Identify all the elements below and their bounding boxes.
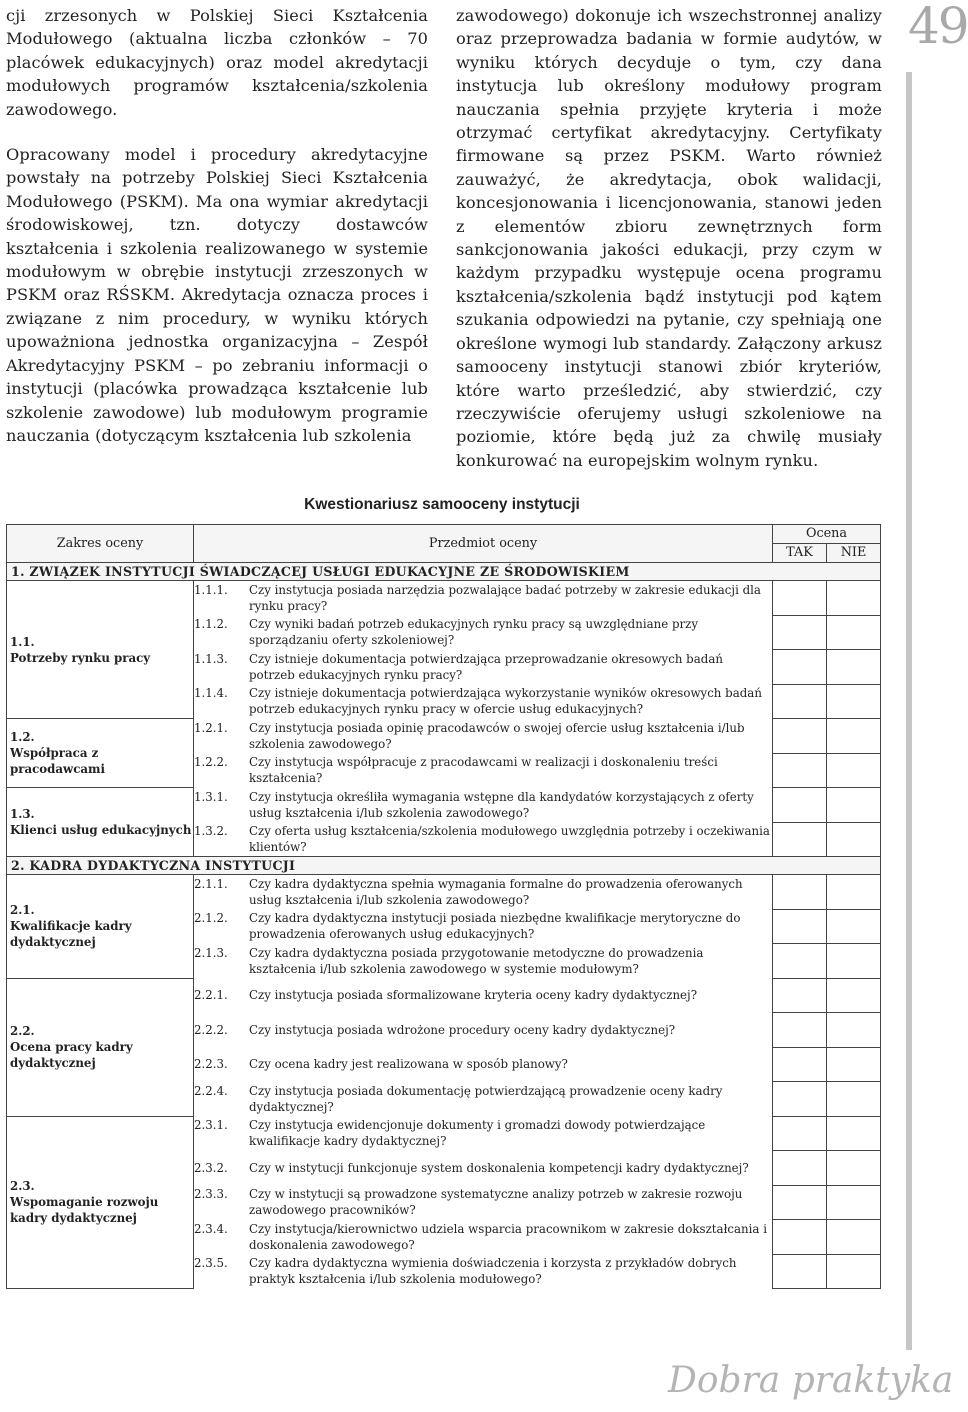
criterion-text: Czy instytucja posiada opinię pracodawców o swojej ofercie usług kształcenia i/lub szkolenia zawodowego? (249, 720, 745, 751)
criterion-number: 1.1.3. (194, 651, 228, 666)
questionnaire-table (6, 524, 881, 1289)
questionnaire-title: Kwestionariusz samooceny instytucji (304, 496, 580, 513)
criterion-number: 2.1.3. (194, 945, 228, 960)
header-scope: Zakres oceny (7, 525, 194, 563)
table-row (7, 581, 881, 616)
criterion-text: Czy w instytucji funkcjonuje system doskonalenia kompetencji kadry dydaktycznej? (249, 1160, 749, 1175)
criterion-cell (194, 650, 773, 685)
criterion-cell (194, 1082, 773, 1117)
answer-yes-cell[interactable] (773, 615, 827, 650)
scope-area (7, 875, 194, 979)
criterion-number: 1.2.2. (194, 755, 228, 770)
criterion-number: 2.3.2. (194, 1160, 228, 1175)
criterion-cell (194, 1220, 773, 1255)
criterion-text: Czy kadra dydaktyczna posiada przygotowanie metodyczne do prowadzenia kształcenia i/lub szkolenia zawodowego w systemie modułowym? (249, 945, 704, 976)
criterion-number: 1.3.1. (194, 789, 228, 804)
answer-no-cell[interactable] (827, 1082, 881, 1117)
answer-yes-cell[interactable] (773, 753, 827, 788)
answer-no-cell[interactable] (827, 581, 881, 616)
criterion-number: 2.2.3. (194, 1057, 228, 1072)
answer-no-cell[interactable] (827, 822, 881, 857)
header-rating: Ocena (773, 525, 881, 544)
answer-no-cell[interactable] (827, 944, 881, 979)
criterion-number: 1.1.4. (194, 686, 228, 701)
table-row (7, 875, 881, 910)
scope-area-number: 1.1. (10, 634, 35, 649)
scope-area (7, 788, 194, 857)
table-row (7, 978, 881, 1013)
answer-yes-cell[interactable] (773, 978, 827, 1013)
answer-yes-cell[interactable] (773, 1013, 827, 1048)
answer-yes-cell[interactable] (773, 1185, 827, 1220)
criterion-cell (194, 753, 773, 788)
criterion-text: Czy wyniki badań potrzeb edukacyjnych rynku pracy są uwzględniane przy sporządzaniu oferty szkoleniowej? (249, 617, 699, 648)
scope-area-name: Klienci usług edukacyjnych (10, 823, 192, 837)
scope-area-number: 2.2. (10, 1024, 35, 1038)
header-no: NIE (827, 544, 881, 563)
criterion-text: Czy istnieje dokumentacja potwierdzająca wykorzystanie wyników okresowych badań potrzeb edukacyjnych rynku pracy w ofercie usług edukacyjnych? (249, 686, 762, 717)
scope-area-name: Potrzeby rynku pracy (10, 650, 151, 665)
answer-yes-cell[interactable] (773, 1220, 827, 1255)
criterion-cell (194, 684, 773, 719)
left-paragraph-1: cji zrzesonych w Polskiej Sieci Kształcenia Modułowego (aktualna liczba członków – 70 placówek edukacyjnych) oraz model akredytacji modułowych programów kształcenia/szkolenia zawodowego. (6, 6, 428, 119)
header-yes: TAK (773, 544, 827, 563)
answer-no-cell[interactable] (827, 684, 881, 719)
criterion-cell (194, 944, 773, 979)
left-paragraph-2: Opracowany model i procedury akredytacyjne powstały na potrzeby Polskiej Sieci Kształcenia Modułowego (PSKM). Ma ona wymiar akredytacji środowiskowej, tzn. dotyczy dostawców kształcenia i szkolenia realizowanego w systemie modułowym w obrębie instytucji zrzeszonych w PSKM oraz RŚSKM. Akredytacja oznacza proces i związane z nim procedury, w wyniku których upoważniona jednostka organizacyjna – Zespół Akredytacyjny PSKM – po zebraniu informacji o instytucji (placówka prowadząca kształcenie lub szkolenie zawodowe) lub modułowym programie nauczania (dotyczącym kształcenia lub szkolenia (6, 145, 428, 445)
criterion-cell (194, 909, 773, 944)
criterion-number: 2.2.4. (194, 1083, 228, 1098)
answer-yes-cell[interactable] (773, 875, 827, 910)
answer-yes-cell[interactable] (773, 1082, 827, 1117)
criterion-text: Czy kadra dydaktyczna instytucji posiada niezbędne kwalifikacje merytoryczne do prowadzenia oferowanych usług edukacyjnych? (249, 911, 741, 942)
scope-area (7, 978, 194, 1116)
criterion-cell (194, 978, 773, 1013)
answer-yes-cell[interactable] (773, 581, 827, 616)
answer-yes-cell[interactable] (773, 650, 827, 685)
scope-area (7, 1116, 194, 1289)
header-subject: Przedmiot oceny (194, 525, 773, 563)
answer-yes-cell[interactable] (773, 909, 827, 944)
criterion-number: 1.1.1. (194, 583, 228, 597)
scope-area (7, 581, 194, 719)
answer-yes-cell[interactable] (773, 944, 827, 979)
criterion-number: 2.1.2. (194, 911, 228, 926)
criterion-cell (194, 615, 773, 650)
criterion-text: Czy kadra dydaktyczna wymienia doświadczenia i korzysta z przykładów dobrych praktyk kształcenia i/lub szkolenia modułowego? (249, 1256, 737, 1287)
criterion-number: 1.2.1. (194, 720, 228, 735)
scope-area-name: Współpraca z pracodawcami (10, 746, 105, 776)
table-row (7, 1116, 881, 1151)
criterion-number: 2.2.1. (194, 988, 228, 1003)
scope-area-name: Wspomaganie rozwoju kadry dydaktycznej (10, 1195, 159, 1226)
answer-no-cell[interactable] (827, 1185, 881, 1220)
criterion-text: Czy w instytucji są prowadzone systematyczne analizy potrzeb w zakresie rozwoju zawodowego pracowników? (249, 1187, 743, 1218)
criterion-text: Czy instytucja określiła wymagania wstępne dla kandydatów korzystających z oferty usług kształcenia i/lub szkolenia zawodowego? (249, 789, 754, 820)
answer-yes-cell[interactable] (773, 1254, 827, 1289)
scope-area-number: 1.2. (10, 730, 35, 744)
criterion-text: Czy instytucja posiada dokumentację potwierdzającą prowadzenie oceny kadry dydaktycznej? (249, 1083, 723, 1114)
criterion-text: Czy instytucja posiada narzędzia pozwalające badać potrzeby w zakresie edukacji dla rynku pracy? (249, 583, 761, 613)
answer-no-cell[interactable] (827, 1013, 881, 1048)
criterion-text: Czy instytucja posiada sformalizowane kryteria oceny kadry dydaktycznej? (249, 988, 698, 1003)
criterion-cell (194, 1047, 773, 1082)
scope-area (7, 719, 194, 788)
answer-no-cell[interactable] (827, 650, 881, 685)
page-number: 49 (908, 0, 968, 55)
criterion-cell (194, 1013, 773, 1048)
answer-yes-cell[interactable] (773, 684, 827, 719)
scope-area-name: Ocena pracy kadry dydaktycznej (10, 1040, 133, 1070)
criterion-cell (194, 875, 773, 910)
criterion-text: Czy ocena kadry jest realizowana w sposób planowy? (249, 1057, 568, 1072)
answer-no-cell[interactable] (827, 978, 881, 1013)
footer-brand: Dobra praktyka (668, 1360, 954, 1401)
criterion-number: 1.3.2. (194, 824, 228, 838)
criterion-number: 2.3.1. (194, 1118, 228, 1133)
criterion-number: 2.3.5. (194, 1256, 228, 1271)
scope-area-number: 1.3. (10, 807, 35, 821)
right-text-column (456, 4, 882, 472)
left-text-column (6, 4, 428, 447)
criterion-text: Czy kadra dydaktyczna spełnia wymagania formalne do prowadzenia oferowanych usług kształcenia i/lub szkolenia zawodowego? (249, 877, 743, 907)
criterion-cell (194, 788, 773, 823)
criterion-cell (194, 822, 773, 857)
answer-yes-cell[interactable] (773, 822, 827, 857)
criterion-number: 2.3.3. (194, 1187, 228, 1202)
table-row (7, 788, 881, 823)
answer-no-cell[interactable] (827, 909, 881, 944)
answer-no-cell[interactable] (827, 615, 881, 650)
table-row (7, 719, 881, 754)
scope-area-number: 2.3. (10, 1179, 35, 1194)
answer-no-cell[interactable] (827, 875, 881, 910)
answer-yes-cell[interactable] (773, 719, 827, 754)
criterion-text: Czy instytucja/kierownictwo udziela wsparcia pracownikom w zakresie dokształcania i doskonalenia zawodowego? (249, 1221, 767, 1252)
criterion-number: 2.3.4. (194, 1221, 228, 1236)
criterion-number: 2.2.2. (194, 1022, 228, 1037)
section-title: 2. KADRA DYDAKTYCZNA INSTYTUCJI (7, 857, 881, 875)
answer-no-cell[interactable] (827, 1047, 881, 1082)
scope-area-name: Kwalifikacje kadry dydaktycznej (10, 919, 132, 950)
answer-no-cell[interactable] (827, 753, 881, 788)
answer-no-cell[interactable] (827, 719, 881, 754)
answer-no-cell[interactable] (827, 788, 881, 823)
criterion-number: 2.1.1. (194, 877, 228, 891)
criterion-text: Czy instytucja posiada wdrożone procedury oceny kadry dydaktycznej? (249, 1022, 676, 1037)
answer-no-cell[interactable] (827, 1116, 881, 1151)
answer-no-cell[interactable] (827, 1151, 881, 1186)
criterion-cell (194, 1254, 773, 1289)
answer-yes-cell[interactable] (773, 788, 827, 823)
criterion-cell (194, 1185, 773, 1220)
criterion-text: Czy instytucja współpracuje z pracodawcami w realizacji i doskonaleniu treści kształcenia? (249, 755, 718, 786)
criterion-text: Czy instytucja ewidencjonuje dokumenty i gromadzi dowody potwierdzające kwalifikacje kadry dydaktycznej? (249, 1118, 706, 1149)
right-paragraph-1: zawodowego) dokonuje ich wszechstronnej analizy oraz przeprowadza badania w formie audytów, w wyniku których decyduje o tym, czy dana instytucja lub określony modułowy program nauczania spełnia przyjęte kryteria i może otrzymać certyfikat akredytacyjny. Certyfikaty firmowane są przez PSKM. Warto również zauważyć, że akredytacja, obok walidacji, koncesjonowania i licencjonowania, stanowi jeden z elementów zbioru zewnętrznych form sankcjonowania jakości edukacji, przy czym w każdym przypadku występuje ocena programu kształcenia/szkolenia bądź instytucji pod kątem szukania odpowiedzi na pytanie, czy spełniają one określone wymogi lub standardy. Załączony arkusz samooceny instytucji stanowi zbiór kryteriów, które warto prześledzić, aby stwierdzić, czy rzeczywiście oferujemy usługi szkoleniowe na poziomie, które będą już za chwilę musiały konkurować na europejskim wolnym rynku. (456, 6, 882, 470)
criterion-cell (194, 581, 773, 616)
criterion-cell (194, 1116, 773, 1151)
criterion-cell (194, 1151, 773, 1186)
answer-yes-cell[interactable] (773, 1116, 827, 1151)
answer-no-cell[interactable] (827, 1220, 881, 1255)
answer-yes-cell[interactable] (773, 1151, 827, 1186)
criterion-text: Czy istnieje dokumentacja potwierdzająca przeprowadzanie okresowych badań potrzeb edukacyjnych rynku pracy? (249, 651, 723, 682)
scope-area-number: 2.1. (10, 903, 35, 918)
side-bar-decoration (906, 72, 912, 1350)
answer-no-cell[interactable] (827, 1254, 881, 1289)
criterion-number: 1.1.2. (194, 617, 228, 632)
answer-yes-cell[interactable] (773, 1047, 827, 1082)
criterion-text: Czy oferta usług kształcenia/szkolenia modułowego uwzględnia potrzeby i oczekiwania klientów? (249, 824, 770, 854)
section-title: 1. ZWIĄZEK INSTYTUCJI ŚWIADCZĄCEJ USŁUGI EDUKACYJNE ZE ŚRODOWISKIEM (7, 563, 881, 581)
criterion-cell (194, 719, 773, 754)
